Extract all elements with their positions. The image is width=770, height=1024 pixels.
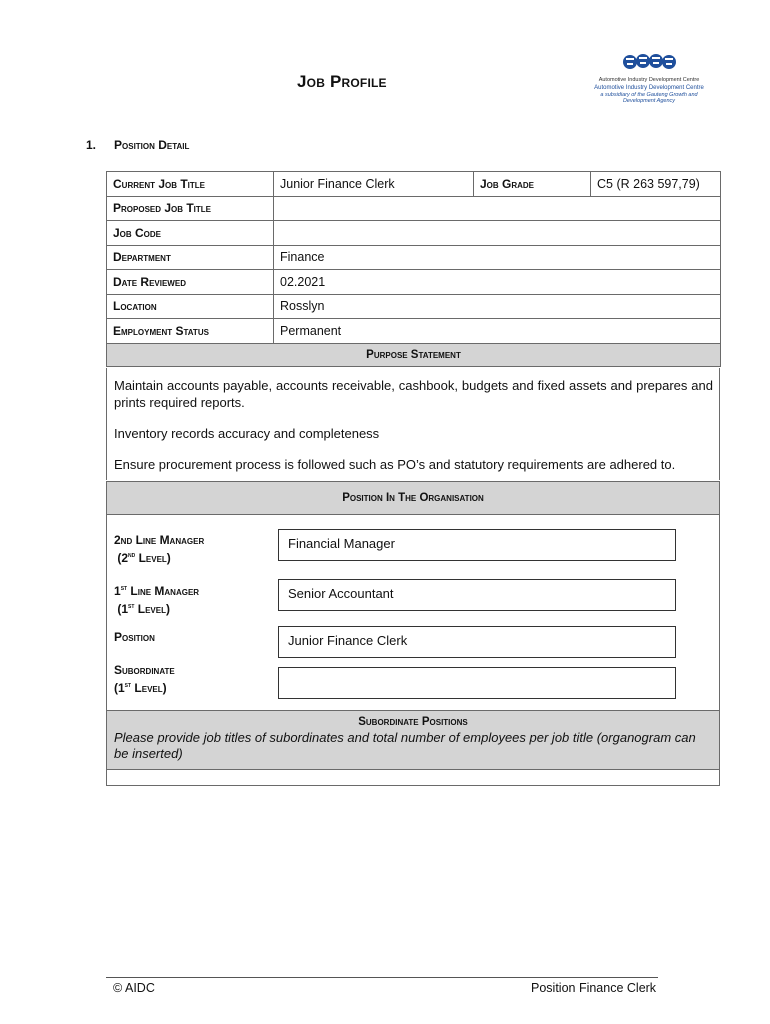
proposed-job-title-label: Proposed Job Title — [107, 196, 274, 221]
subordinate-positions-heading: Subordinate Positions — [358, 716, 468, 728]
document-title: Job Profile — [297, 72, 387, 91]
table-row — [107, 221, 721, 246]
purpose-paragraph-1: Maintain accounts payable, accounts receivable, cashbook, budgets and fixed assets and prepares and prints required reports. — [114, 378, 713, 410]
first-line-manager-field: Senior Accountant — [278, 579, 676, 611]
position-field: Junior Finance Clerk — [278, 626, 676, 658]
subordinate-positions-instruction: Please provide job titles of subordinates and total number of employees per job title (organogram can be inserted) — [114, 730, 696, 761]
job-grade-label: Job Grade — [474, 172, 591, 197]
table-row — [107, 319, 721, 344]
subordinate-positions-section — [106, 710, 720, 770]
footer-copyright: © AIDC — [113, 981, 155, 995]
table-row — [107, 294, 721, 319]
level-open: (1 — [114, 681, 125, 695]
level-superscript: st — [124, 682, 132, 689]
first-line-manager-label — [114, 581, 199, 617]
date-reviewed-label: Date Reviewed — [107, 270, 274, 295]
table-row — [107, 270, 721, 295]
employment-status-value: Permanent — [274, 319, 721, 344]
purpose-paragraph-3: Ensure procurement process is followed such as PO’s and statutory requirements are adhered to. — [114, 457, 676, 472]
current-job-title-value: Junior Finance Clerk — [274, 172, 474, 197]
second-line-manager-label-text: 2nd Line Manager — [114, 533, 205, 547]
position-label: Position — [114, 630, 155, 644]
footer-divider — [106, 977, 658, 978]
subordinate-positions-empty-row — [106, 769, 720, 786]
purpose-statement — [106, 368, 720, 480]
first-line-level-text — [114, 602, 170, 616]
section-heading — [86, 138, 189, 152]
level-superscript: nd — [128, 552, 136, 559]
table-row — [107, 245, 721, 270]
level-close: Level) — [131, 681, 167, 695]
current-job-title-label: Current Job Title — [107, 172, 274, 197]
first-line-manager-label-text: Line Manager — [127, 584, 200, 598]
job-code-label: Job Code — [107, 221, 274, 246]
logo-line-2: Automotive Industry Development Centre — [594, 85, 704, 91]
organisation-section — [106, 515, 720, 710]
purpose-paragraph-2: Inventory records accuracy and completeness — [114, 426, 380, 441]
second-line-level-text — [114, 551, 171, 565]
subordinate-label — [114, 662, 175, 696]
proposed-job-title-value — [274, 196, 721, 221]
table-row — [107, 196, 721, 221]
position-detail-table — [106, 171, 721, 367]
job-grade-value: C5 (R 263 597,79) — [591, 172, 721, 197]
location-value: Rosslyn — [274, 294, 721, 319]
date-reviewed-value: 02.2021 — [274, 270, 721, 295]
job-code-value — [274, 221, 721, 246]
subordinate-field — [278, 667, 676, 699]
level-close: Level) — [134, 602, 170, 616]
first-line-number: 1 — [114, 584, 121, 598]
subordinate-level-text — [114, 681, 167, 695]
second-line-manager-field: Financial Manager — [278, 529, 676, 561]
section-title: Position Detail — [114, 138, 190, 152]
department-value: Finance — [274, 245, 721, 270]
employment-status-label: Employment Status — [107, 319, 274, 344]
level-close: Level) — [135, 551, 171, 565]
level-open: (1 — [117, 602, 129, 616]
table-row — [107, 172, 721, 197]
logo-line-3: a subsidiary of the Gauteng Growth and Development Agency — [600, 92, 698, 104]
first-line-superscript: st — [120, 585, 128, 592]
logo-line-1: Automotive Industry Development Centre — [598, 77, 700, 83]
aidc-logo — [590, 50, 708, 104]
subordinate-label-text: Subordinate — [114, 663, 175, 677]
position-in-organisation-heading: Position In The Organisation — [106, 481, 720, 515]
footer-document-name: Position Finance Clerk — [531, 981, 657, 995]
aidc-logo-mark — [590, 50, 708, 78]
location-label: Location — [107, 294, 274, 319]
section-number: 1. — [86, 138, 97, 152]
table-row — [107, 343, 721, 366]
second-line-manager-label — [114, 532, 204, 566]
purpose-statement-heading: Purpose Statement — [107, 343, 721, 366]
level-open: (2 — [117, 551, 129, 565]
level-superscript: st — [128, 603, 135, 610]
department-label: Department — [107, 245, 274, 270]
